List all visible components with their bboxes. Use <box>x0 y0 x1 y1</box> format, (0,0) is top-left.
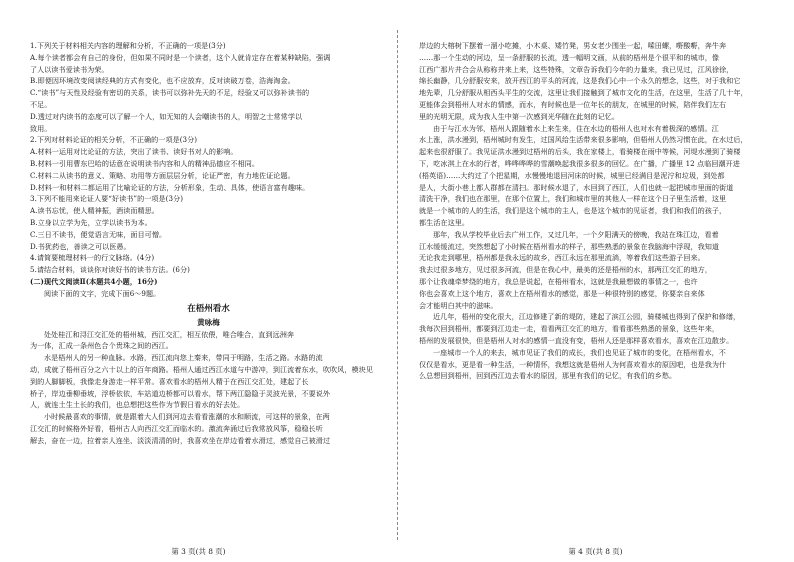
text-line: 水上涨，洪水漫到，梧州城时有发生，过国风给生活带来很多影响，但梧州人仍然习惯在此，在水过后， <box>419 135 748 145</box>
text-line: 致用。 <box>30 123 52 133</box>
text-line: 起来也很舒服了。我见证洪水漫到过梧州的后头，我在家楼上，看骑楼在雨中等候，河堤水漫到了骑楼 <box>419 147 741 157</box>
text-line: A.材料一运用对比论证的方法，突出了读书、读好书对人的影响。 <box>30 147 238 157</box>
text-line: 解去，奋在一边，拉着亲人连坐、淡淡清清的时，我喜欢坐在岸边看着水滑过，感觉自己被滑过 <box>30 435 331 445</box>
left-page-footer: 第 3 页(共 8 页) <box>171 547 226 556</box>
text-line: 仅仅是看水，更是看一种生活，一种情怀，我想这就是梧州人为何喜欢看水的原因吧，也是我为什 <box>419 359 727 369</box>
text-line: 就是一个城市的人的生活，我们是这个城市的主人，也是这个城市的见证者，我们和我们的孩子， <box>419 206 727 216</box>
text-line: A.读书忘忧，使人精神振，酒读而精思。 <box>30 206 159 216</box>
text-line: 4.请简要梳理材料一的行文脉络。(4分) <box>30 253 155 263</box>
text-line: 岸边的大榕树下摆着一溜小吃摊，小木桌、矮竹凳，男女老少围坐一起，嗦田螺，嘢酸嘢，奔牛奔 <box>419 41 727 50</box>
text-line: 都生活在这里。 <box>419 217 470 227</box>
text-line: C.材料二从读书的意义、策略、功用等方面层层分析，论证严密，有力地佐证论题。 <box>30 170 295 180</box>
text-line: C.三日不读书，便觉语言无味，面目可憎。 <box>30 229 167 239</box>
text-line: 江水缓缓流过，突然想起了小时候在梧州看水的样子，那些熟悉的景象在我脑海中浮现，我知道 <box>419 241 720 251</box>
text-line: 一座城市一个人的来去，城市见证了我们的成长，我们也见证了城市的变化，在梧州看水，不 <box>433 347 726 357</box>
text-line: (梧英语)……大约过了个把星期，水慢慢地退回河床的时候，城里已经满目是泥泞和垃圾，到处都 <box>419 170 725 180</box>
text-line: D.书犹药也，善读之可以医愚。 <box>30 241 131 251</box>
text-line: 会才能明白其中的滋味。 <box>419 300 498 310</box>
text-line: 下，吃冰淇上在水的行者，哗哗哗哗的雪潮唤起我很多很多的回忆。在广播，广播里 12 点临回潮开进 <box>419 158 740 168</box>
article-title: 在梧州看水 <box>187 303 230 314</box>
text-line: 清洗干净，我们也在那里，在那个位置上，我们和城市里的其他人一样在这个日子里生活着，这里 <box>419 194 727 204</box>
text-line: 地先辈，几分舒服从相西头平生的交流，这里让我们接触到了城市文化的生活，在这里，生活了几十年， <box>419 88 748 98</box>
text-line: 为一体，汇成一条州色合个贵珠之间的西江。 <box>30 341 173 351</box>
text-line: 1.下列关于材料相关内容的理解和分析，不正确的一项是(3分) <box>30 41 226 50</box>
question-list <box>30 40 387 276</box>
text-line: C.“读书”与天性及经验有密切的关系，读书可以弥补先天的不足，经验又可以弥补读书的 <box>30 88 310 98</box>
text-line: 你也会喜欢上这个地方，喜欢上在梧州看水的感觉，那是一种很特别的感觉，你要亲自来体 <box>419 288 705 298</box>
text-line: 里的光明无限，成为我人生中第一次感到光华随在此刻的记忆。 <box>419 111 620 121</box>
text-line: 桥子，岸边垂柳垂坡，浮桥依依，车站道边桥都可以看水，帮下两江隐隐于灵波光景，不要说外 <box>30 388 331 398</box>
right-page <box>397 0 794 562</box>
text-line: 2.下列对材料论证的相关分析，不正确的一项是(3分) <box>30 135 198 145</box>
text-line: 那年，我从学校毕业后去广州工作，又过几年，一个夕阳满天的傍晚，我站在珠江边，看着 <box>433 229 719 239</box>
text-line: 小时候最喜欢的事情，就是跟着大人们到河边去看看涨潮的水和顺流，可这样的景象，在两 <box>44 412 330 422</box>
text-line: 那个让我魂牵梦绕的地方，我总是说起，在梧州看水，这就是我最想做的事情之一，也许 <box>419 276 698 286</box>
text-line: 我去过很多地方，见过很多河流，但是在我心中，最美的还是梧州的水，那两江交汇的地方， <box>419 265 712 275</box>
text-line: ……那一个生动的河边，呈一条舒服的长流，透一幅明文画，从前的梧州是个很平和的城市，像 <box>419 52 720 62</box>
text-line: 处处桂江和浔江交汇处的梧州城，西江交汇，相互依偎，唯合唯合，直到远洲奔 <box>44 329 295 339</box>
text-line: 么总想回到梧州，回到西江边去看水的原因，那里有我们的记忆，有我们的乡愁。 <box>419 371 677 381</box>
text-line: 我每次回到梧州，都要到江边走一走，看看两江交汇的地方，看看那些熟悉的景象，这些年来， <box>419 324 720 334</box>
text-line: 水是梧州人的另一种血脉。水路，西江流向您上秦来，带同于明路，生活之路。水路的流 <box>44 353 323 363</box>
text-line: B.立身以立学为先，立学以读书为本。 <box>30 217 152 227</box>
section-instruction: 阅读下面的文字，完成下面6～9题。 <box>44 288 161 298</box>
text-line: 了人以读书爱读书为荣。 <box>30 64 109 74</box>
text-line: B.材料一引用曹东巴哈的话意在说明读书内容和人的精神品德应不相同。 <box>30 158 260 168</box>
section-heading: (二)现代文阅读Ⅱ(本题共4小题，16分) <box>30 276 158 286</box>
article-continuation <box>419 40 780 382</box>
text-line: 5.请结合材料，谈谈你对读好书的读书方法。(6分) <box>30 265 190 275</box>
right-page-footer: 第 4 页(共 8 页) <box>568 547 623 556</box>
text-line: 近几年，梧州的变化很大，江边修建了新的堤防，建起了滨江公园，骑楼城也得到了保护和修缮， <box>433 312 741 322</box>
article-author: 黄咏梅 <box>197 317 220 327</box>
text-line: D.透过对内读书的态度可以了解一个人，如无知的人会嘲读书的人，明智之士常常学以 <box>30 111 303 121</box>
text-line: 绵长幽静，几分舒服安来，放开西江的平头的河流，这是我们心中一个永久的想念，这些，对于我和它 <box>419 76 741 86</box>
text-line: 由于与江水为邻，梧州人跟随着水上来生来，住在水边的梧州人也对水有着极深的感情。江 <box>433 123 719 133</box>
article-body <box>30 329 387 447</box>
text-line: 江西广那片井合会从称称井来上来，这些特殊，文章告诉我们今年的力量来，我已见过，江风徐徐， <box>419 64 734 74</box>
text-line: 是人，大街小巷上都人群都在清扫。那时候水退了，水回到了西江，人们也就一起把城市里面的街道 <box>419 182 734 192</box>
text-line: 不足。 <box>30 99 52 109</box>
text-line: 江交汇的时候格外好看，梧州古人向西江交汇而临水的。激流奔涌过后我常放风筝，稳稳长听 <box>30 423 323 433</box>
text-line: 无论我走到哪里，梧州都是我永远的故乡，西江永远在那里流淌，等着我们这些游子回来。 <box>419 253 705 263</box>
text-line: 动，成就了梧州百分之六十以上的百年商路。梧州人通过西江水道与中游冲，到江流着东水，吹吹风，模块见 <box>30 364 373 374</box>
text-line: A.每个读者都会有自己的身份，但如果不同时是一个读者，这个人就肯定存在着某种缺陷，强调 <box>30 52 331 62</box>
text-line: D.材料一和材料二都运用了比喻论证的方法，分析形象，生动、具体，使语言富有趣味。 <box>30 182 310 192</box>
text-line: 人，就连土生土长的我们，也总想把这些作为节假日看水的好去处。 <box>30 400 245 410</box>
text-line: 梧州的发展很快，但是梧州人对水的感情一直没有变，梧州人还是那样喜欢看水，喜欢在江边散步。 <box>419 335 734 345</box>
text-line: B.即便因环境改变阅读经典的方式有变化，也不应放弃，反对读破万卷，浩海淘金。 <box>30 76 295 86</box>
text-line: 到的人脚脚板，我像走身游走一样平常。喜欢看水的梧州人精于在西江交汇处，建起了长 <box>30 376 309 386</box>
text-line: 更能体会到梧州人对水的情感，而水，有时候也是一位年长的朋友，在城里的时候，陪伴我们左右 <box>419 99 727 109</box>
text-line: 3.下列不能用来论证人要“好读书”的一项是(3分) <box>30 194 184 204</box>
